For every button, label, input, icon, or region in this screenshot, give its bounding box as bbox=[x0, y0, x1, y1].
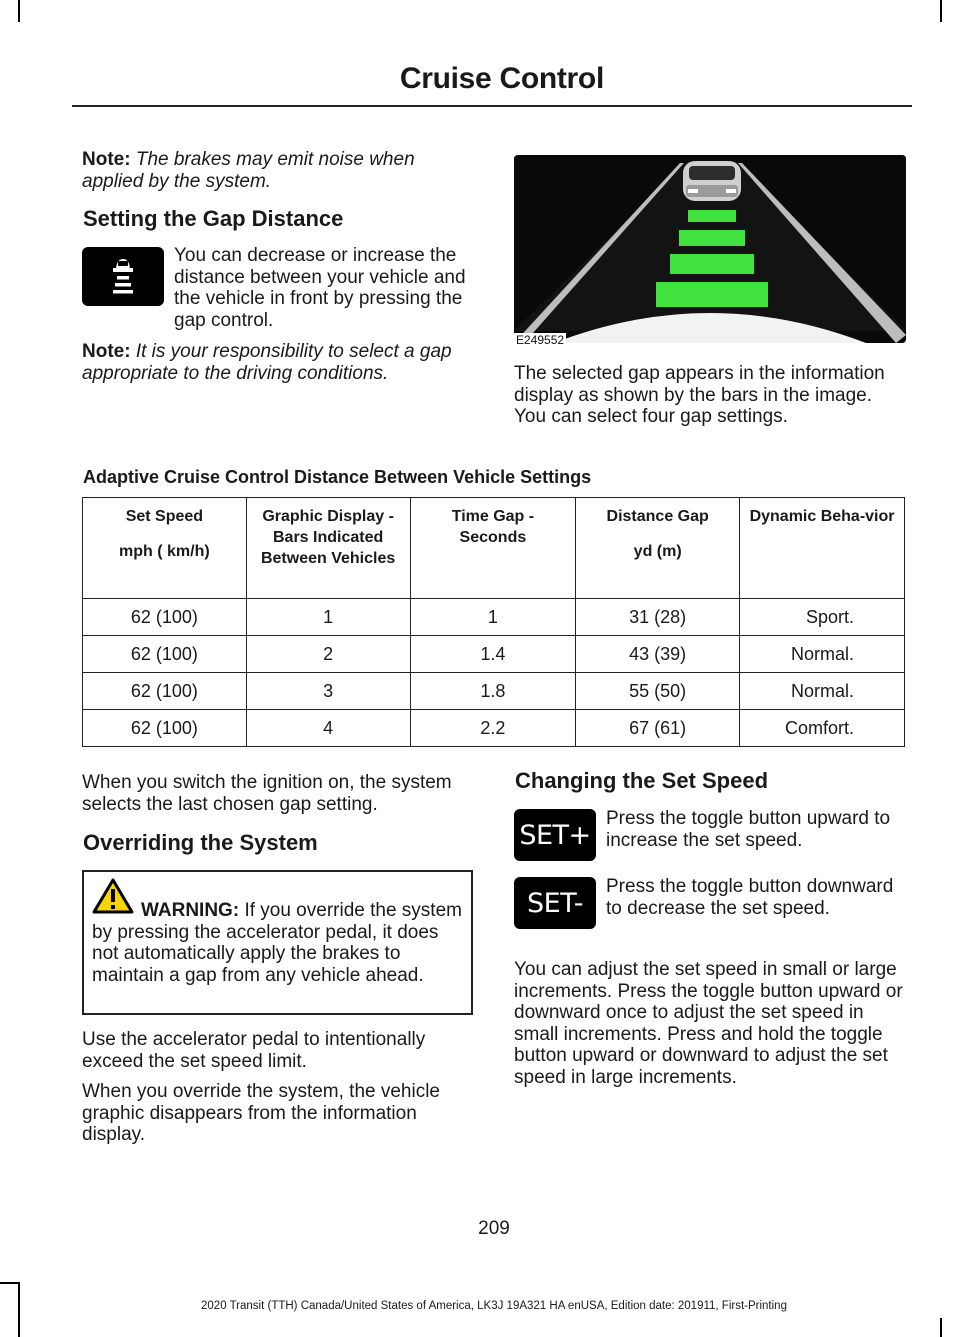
table-row bbox=[83, 710, 905, 747]
cell-behavior: Normal. bbox=[740, 673, 905, 710]
col-header-unit: mph ( km/h) bbox=[119, 543, 210, 560]
table-header-row bbox=[83, 498, 905, 599]
adjust-text: You can adjust the set speed in small or large increments. Press the toggle button upward or downward once to adjust the set speed in small increments. Press and hold the toggle button upward or downward to adjust the set speed in large increments. bbox=[514, 959, 903, 1088]
cell-distance: 43 (39) bbox=[576, 636, 740, 673]
cell-time: 1.8 bbox=[410, 673, 576, 710]
warning-label: WARNING: bbox=[141, 900, 240, 921]
col-header-label: Graphic Display - Bars Indicated Between Vehicles bbox=[260, 508, 396, 567]
col-header-unit: yd (m) bbox=[633, 543, 682, 560]
col-header-time-gap bbox=[410, 498, 576, 599]
crop-mark bbox=[940, 0, 942, 22]
crop-mark bbox=[940, 1318, 942, 1337]
note-responsibility bbox=[82, 341, 474, 384]
set-plus-text: Press the toggle button upward to increase the set speed. bbox=[606, 808, 891, 851]
crop-mark bbox=[0, 1282, 20, 1284]
accelerator-text: Use the accelerator pedal to intentionally exceed the set speed limit. bbox=[82, 1029, 426, 1072]
footer-edition: 2020 Transit (TTH) Canada/United States of America, LK3J 19A321 HA enUSA, Edition date: 201911, First-Printing bbox=[201, 1300, 787, 1312]
col-header-dynamic bbox=[740, 498, 905, 599]
cell-behavior: Sport. bbox=[740, 599, 905, 636]
note-text: It is your responsibility to select a gap appropriate to the driving conditions. bbox=[82, 341, 452, 384]
lead-vehicle-icon bbox=[683, 161, 741, 201]
warning-body: If you override the system by pressing the accelerator pedal, it does not automatically apply the brakes to maintain a gap from any vehicle ahead. bbox=[92, 900, 462, 986]
col-header-distance bbox=[576, 498, 740, 599]
crop-mark bbox=[18, 0, 20, 22]
page-title: Cruise Control bbox=[399, 62, 604, 95]
heading-gap-distance: Setting the Gap Distance bbox=[83, 206, 344, 231]
graphic-id: E249552 bbox=[516, 333, 565, 347]
gap-description: You can decrease or increase the distance between your vehicle and the vehicle in front by pressing the gap control. bbox=[174, 245, 466, 331]
cell-time: 2.2 bbox=[410, 710, 576, 747]
cell-bars: 1 bbox=[246, 599, 410, 636]
col-header-label: Time Gap - Seconds bbox=[451, 508, 535, 546]
set-minus-label: SET- bbox=[527, 887, 583, 919]
set-minus-text: Press the toggle button downward to decrease the set speed. bbox=[606, 876, 894, 919]
distance-settings-table bbox=[82, 497, 905, 747]
set-minus-icon bbox=[514, 877, 596, 929]
heading-overriding: Overriding the System bbox=[83, 830, 318, 855]
ignition-text: When you switch the ignition on, the system selects the last chosen gap setting. bbox=[82, 772, 452, 815]
cell-distance: 31 (28) bbox=[576, 599, 740, 636]
note-label: Note: bbox=[82, 341, 131, 362]
table-row bbox=[83, 673, 905, 710]
col-header-label: Set Speed bbox=[125, 508, 204, 525]
table-row bbox=[83, 636, 905, 673]
col-header-label: Dynamic Beha-vior bbox=[749, 508, 895, 525]
cell-bars: 2 bbox=[246, 636, 410, 673]
col-header-graphic bbox=[246, 498, 410, 599]
note-text: The brakes may emit noise when applied by the system. bbox=[82, 149, 415, 192]
cell-distance: 55 (50) bbox=[576, 673, 740, 710]
cell-speed: 62 (100) bbox=[83, 599, 247, 636]
cell-time: 1 bbox=[410, 599, 576, 636]
title-divider bbox=[72, 105, 912, 107]
cell-behavior: Comfort. bbox=[740, 710, 905, 747]
gap-caption: The selected gap appears in the information display as shown by the bars in the image. You can select four gap settings. bbox=[514, 363, 885, 427]
heading-set-speed: Changing the Set Speed bbox=[515, 768, 769, 793]
cell-distance: 67 (61) bbox=[576, 710, 740, 747]
warning-text bbox=[92, 900, 464, 986]
cell-speed: 62 (100) bbox=[83, 710, 247, 747]
cell-behavior: Normal. bbox=[740, 636, 905, 673]
col-header-label: Distance Gap bbox=[606, 508, 709, 525]
note-label: Note: bbox=[82, 149, 131, 170]
page-number: 209 bbox=[478, 1218, 510, 1239]
note-brakes bbox=[82, 149, 472, 192]
gap-display-graphic bbox=[514, 155, 906, 343]
col-header-set-speed bbox=[83, 498, 247, 599]
table-row bbox=[83, 599, 905, 636]
table-caption: Adaptive Cruise Control Distance Between Vehicle Settings bbox=[83, 467, 592, 487]
cell-speed: 62 (100) bbox=[83, 673, 247, 710]
cell-bars: 4 bbox=[246, 710, 410, 747]
set-plus-label: SET+ bbox=[519, 819, 591, 851]
set-plus-icon bbox=[514, 809, 596, 861]
override-text: When you override the system, the vehicle graphic disappears from the information display. bbox=[82, 1081, 441, 1145]
cell-time: 1.4 bbox=[410, 636, 576, 673]
cell-speed: 62 (100) bbox=[83, 636, 247, 673]
cell-bars: 3 bbox=[246, 673, 410, 710]
gap-control-icon bbox=[82, 247, 164, 306]
